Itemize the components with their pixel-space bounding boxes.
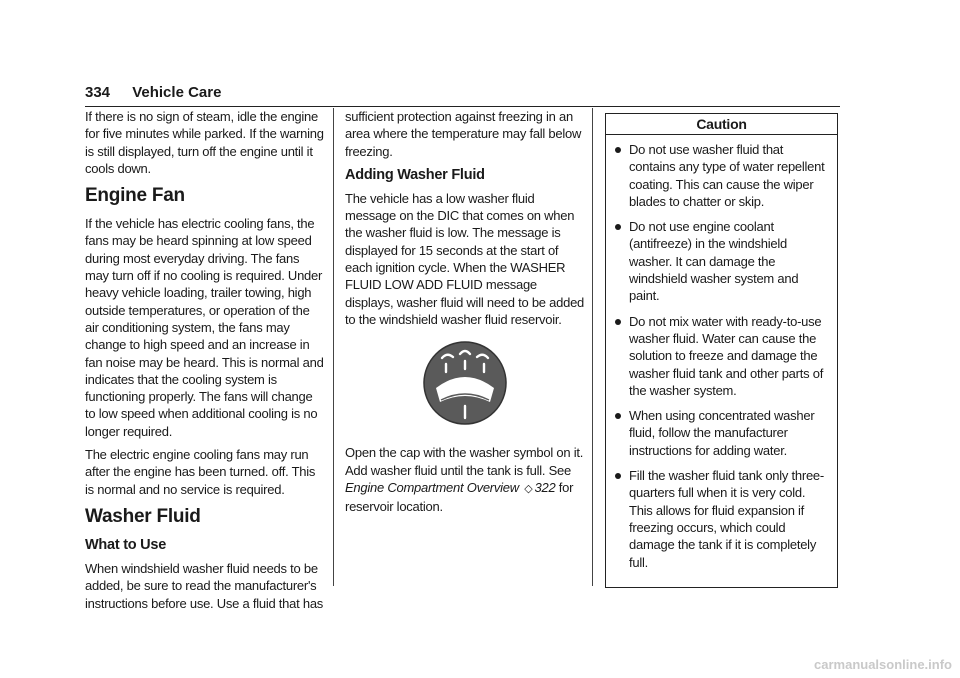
paragraph (345, 444, 585, 515)
watermark: carmanualsonline.info (814, 657, 952, 672)
page-header (85, 84, 840, 107)
page-number: 334 (85, 84, 111, 101)
heading-engine-fan: Engine Fan (85, 185, 185, 207)
column-divider (333, 108, 334, 586)
column-left (85, 108, 325, 618)
paragraph: When windshield washer fluid needs to be added, be sure to read the manufacturer's instructions before use. Use a fluid that has (85, 560, 324, 611)
paragraph: If the vehicle has electric cooling fans, the fans may be heard spinning at low speed during most everyday driving. The fans may turn off if no cooling is required. Under heavy vehicle loading, trailer towing, high outside temperatures, or operation of the air conditioning system, the fans may change to high speed and an increase in fan noise may be heard. This is normal and indicates that the cooling system is functioning properly. The fans will change to low speed when additional cooling is no longer required. (85, 216, 324, 439)
paragraph: The electric engine cooling fans may run after the engine has been turned. off. This is normal and no service is required. (85, 447, 316, 497)
paragraph: The vehicle has a low washer fluid message on the DIC that comes on when the washer fluid is low. The message is displayed for 15 seconds at the start of each ignition cycle. When the WASHER FLUID LOW ADD FLUID message displays, washer fluid will need to be added to the windshield washer fluid reservoir. (345, 190, 585, 327)
caution-item: Do not use washer fluid that contains any type of water repellent coating. This can cause the wiper blades to chatter or skip. (614, 141, 831, 210)
column-right (605, 108, 838, 588)
heading-washer-fluid: Washer Fluid (85, 505, 201, 527)
subheading-adding-washer-fluid: Adding Washer Fluid (345, 166, 485, 183)
caution-box (605, 113, 838, 588)
page-ref-icon: ◇ (524, 482, 533, 495)
caution-item: Fill the washer fluid tank only three-quarters full when it is very cold. This allows for fluid expansion if freezing occurs, which could damage the tank if it is completely full. (614, 467, 831, 571)
column-middle (345, 108, 585, 521)
washer-fluid-symbol (345, 340, 585, 430)
subheading-what-to-use: What to Use (85, 536, 167, 553)
windshield-washer-icon (422, 340, 508, 426)
paragraph: sufficient protection against freezing in an area where the temperature may fall below freezing. (345, 109, 582, 159)
caution-item: Do not use engine coolant (antifreeze) in the windshield washer. It can damage the windshield washer system and paint. (614, 218, 831, 304)
text: for reservoir location. (345, 479, 574, 515)
section-title: Vehicle Care (132, 84, 222, 101)
cross-reference-page[interactable]: 322 (534, 479, 556, 495)
caution-item: When using concentrated washer fluid, follow the manufacturer instructions for adding water. (614, 407, 831, 459)
column-divider (592, 108, 593, 586)
caution-title: Caution (606, 114, 837, 135)
caution-item: Do not mix water with ready-to-use washer fluid. Water can cause the solution to freeze and damage the washer fluid tank and other parts of the washer system. (614, 313, 831, 399)
caution-list (606, 141, 837, 571)
text: Open the cap with the washer symbol on it. Add washer fluid until the tank is full. See (345, 445, 584, 478)
paragraph: If there is no sign of steam, idle the engine for five minutes while parked. If the warning is still displayed, turn off the engine until it cools down. (85, 109, 324, 176)
cross-reference-link[interactable]: Engine Compartment Overview (345, 479, 519, 495)
